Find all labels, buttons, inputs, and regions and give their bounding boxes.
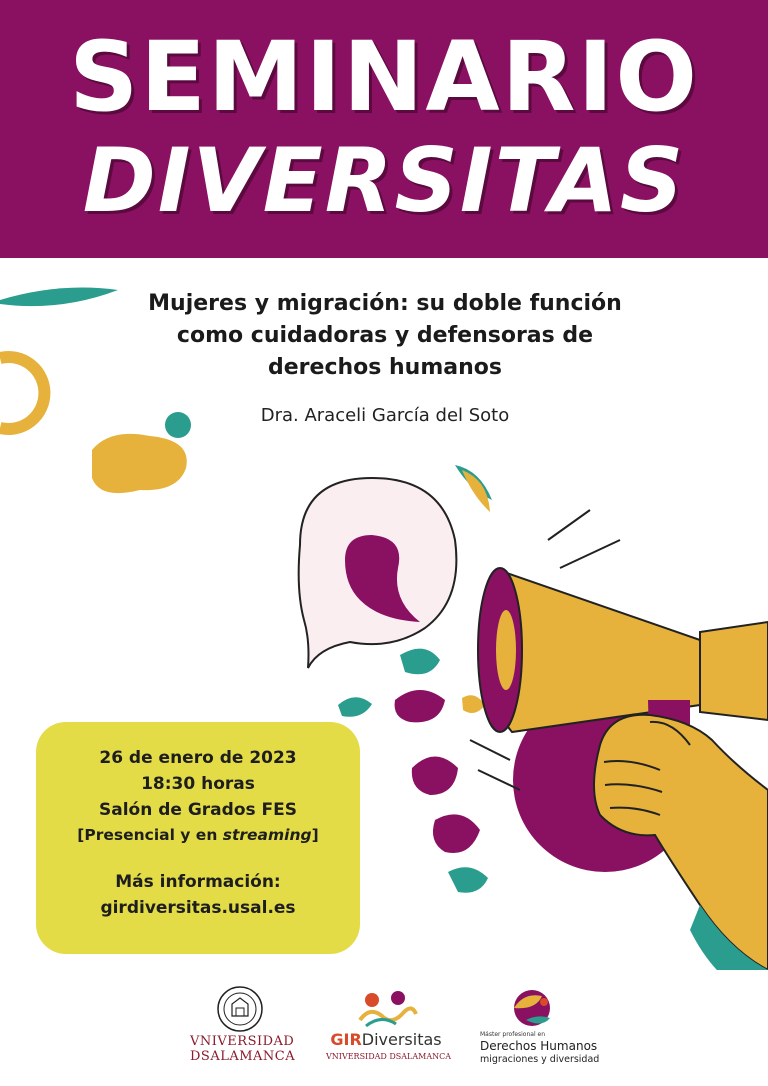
event-time: 18:30 horas [141, 774, 255, 794]
event-mode [36, 826, 360, 844]
teal-blob-shape [400, 649, 440, 675]
gir-sub: VNIVERSIDAD DSALAMANCA [326, 1052, 451, 1061]
talk-title-line: como cuidadoras y defensoras de [176, 323, 594, 348]
website-link[interactable]: girdiversitas.usal.es [100, 898, 296, 918]
megaphone-body-shape [700, 622, 768, 720]
event-date: 26 de enero de 2023 [99, 748, 297, 768]
motion-line [560, 540, 620, 568]
magenta-blob-shape [395, 690, 445, 722]
master-small: Máster profesional en [480, 1031, 546, 1038]
teal-blob-shape [448, 867, 488, 893]
magenta-blob-shape [433, 814, 480, 853]
event-info-box [36, 722, 360, 954]
event-mode-streaming: streaming [222, 826, 312, 844]
gir-name [326, 1030, 446, 1049]
master-emblem-icon [476, 986, 596, 1030]
megaphone-inner-shape [496, 610, 516, 690]
teal-leaf-shape [0, 288, 118, 307]
motion-line [548, 510, 590, 540]
banner-title-line2: DIVERSITAS [82, 129, 686, 232]
title-banner [0, 0, 768, 258]
more-info-label: Más información: [115, 872, 281, 892]
gir-suffix: Diversitas [361, 1030, 442, 1049]
talk-title-line: Mujeres y migración: su doble función [148, 291, 622, 316]
event-mode-suffix: ] [311, 826, 319, 844]
master-sub: migraciones y diversidad [480, 1054, 600, 1065]
usal-line1: VNIVERSIDAD [190, 1034, 295, 1049]
speaker-name: Dra. Araceli García del Soto [260, 405, 510, 426]
teal-blob-shape [338, 697, 372, 717]
usal-logo [190, 986, 296, 1066]
mustard-blob-shape [92, 434, 187, 493]
master-logo [476, 986, 600, 1066]
banner-title-line1: SEMINARIO [69, 21, 699, 133]
gir-prefix: GIR [330, 1030, 362, 1049]
teal-dot-shape [165, 412, 191, 438]
gir-figures-icon [326, 986, 446, 1032]
usal-line2: DSALAMANCA [190, 1049, 296, 1064]
magenta-blob-shape [412, 757, 458, 796]
event-place: Salón de Grados FES [98, 800, 298, 820]
master-big: Derechos Humanos [480, 1039, 598, 1053]
motion-line [470, 740, 510, 760]
mustard-ring-shape [0, 357, 44, 429]
event-mode-prefix: [Presencial y en [77, 826, 223, 844]
usal-seal-icon [190, 986, 290, 1032]
gir-diversitas-logo [326, 986, 451, 1066]
talk-title-line: derechos humanos [268, 355, 502, 380]
